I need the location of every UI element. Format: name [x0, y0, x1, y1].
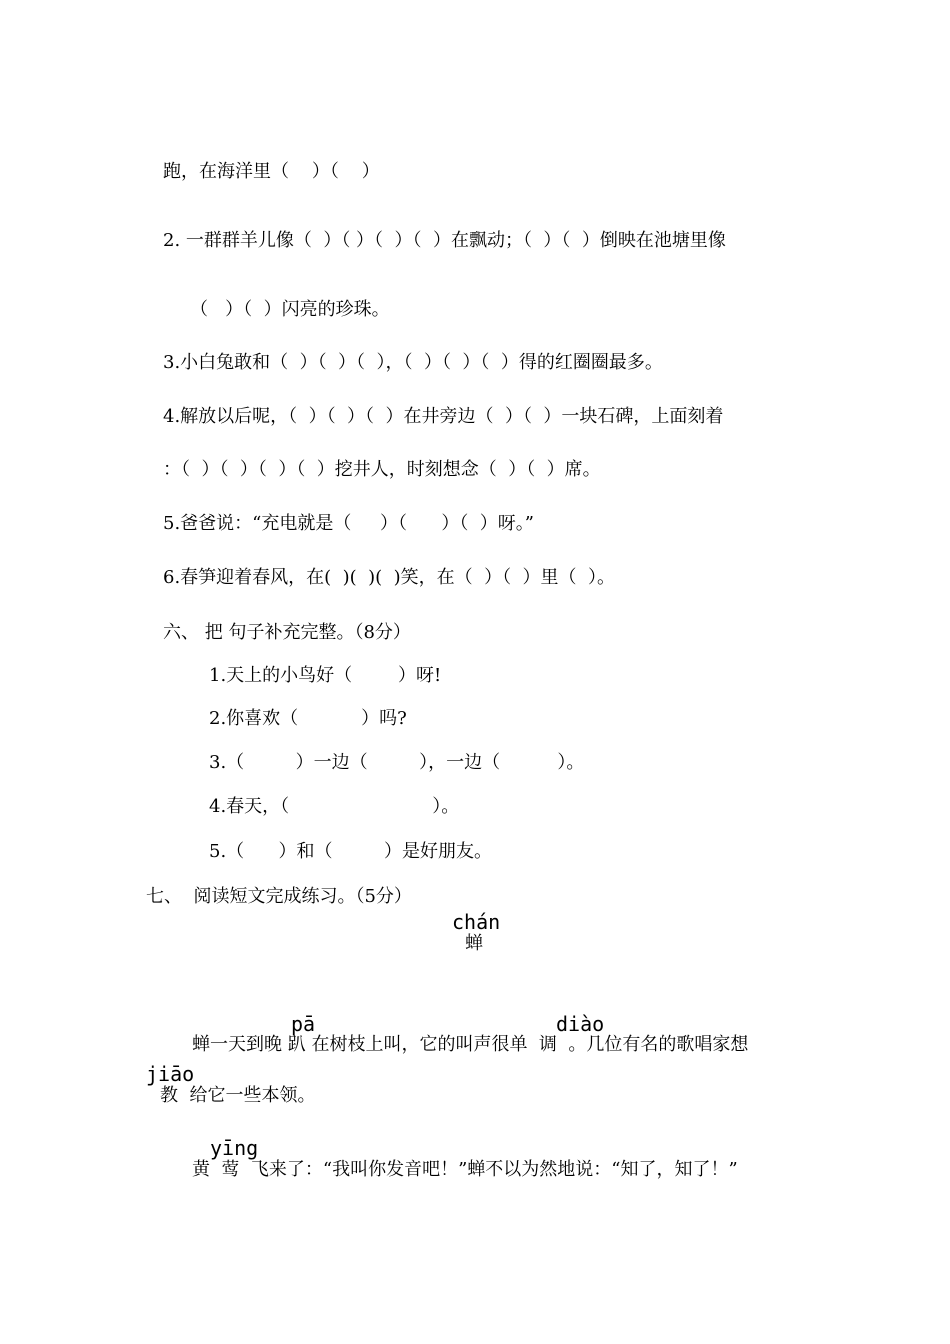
- fill-line-1: 跑，在海洋里（ ）（ ）: [163, 161, 380, 182]
- title-pinyin: chán: [452, 910, 501, 934]
- fill-line-7: 5.爸爸说：“充电就是（ ）（ ）（ ）呀。”: [163, 513, 534, 534]
- fill-line-6: ：（ ）（ ）（ ）（ ）挖井人，时刻想念（ ）（ ）席。: [163, 459, 601, 480]
- sentence-item-5: 5.（ ）和（ ）是好朋友。: [209, 841, 492, 862]
- pinyin-jiao: jiāo: [146, 1062, 195, 1086]
- section-six-heading: 六、 把 句子补充完整。（8分）: [163, 622, 411, 643]
- sentence-item-2: 2.你喜欢（ ）吗?: [209, 708, 407, 729]
- section-seven-heading: 七、 阅读短文完成练习。（5分）: [146, 886, 412, 907]
- fill-line-2: 2. 一群群羊儿像（ ）（ ）（ ）（ ）在飘动；（ ）（ ）倒映在池塘里像: [163, 230, 726, 251]
- sentence-item-3: 3.（ ）一边（ ），一边（ ）。: [209, 752, 585, 773]
- pinyin-pa: pā: [291, 1012, 316, 1036]
- paragraph-1-line-2: 教 给它一些本领。: [160, 1085, 316, 1106]
- paragraph-1-line-1: 蝉一天到晚 趴 在树枝上叫，它的叫声很单 调 。几位有名的歌唱家想: [192, 1034, 749, 1055]
- pinyin-ying: yīng: [210, 1136, 259, 1160]
- fill-line-8: 6.春笋迎着春风，在( )( )( )笑，在（ ）（ ）里（ ）。: [163, 567, 615, 588]
- paragraph-2-line-1: 黄 莺 飞来了：“我叫你发音吧！”蝉不以为然地说：“知了，知了！”: [192, 1159, 738, 1180]
- fill-line-4: 3.小白兔敢和（ ）（ ）（ ），（ ）（ ）（ ）得的红圈圈最多。: [163, 352, 663, 373]
- sentence-item-1: 1.天上的小鸟好（ ）呀!: [209, 665, 442, 686]
- passage-title: 蝉: [465, 933, 483, 954]
- fill-line-3: （ ）（ ）闪亮的珍珠。: [190, 299, 390, 320]
- sentence-item-4: 4.春天，（ ）。: [209, 796, 460, 817]
- fill-line-5: 4.解放以后呢，（ ）（ ）（ ）在井旁边（ ）（ ）一块石碑，上面刻着: [163, 406, 724, 427]
- pinyin-diao: diào: [556, 1012, 605, 1036]
